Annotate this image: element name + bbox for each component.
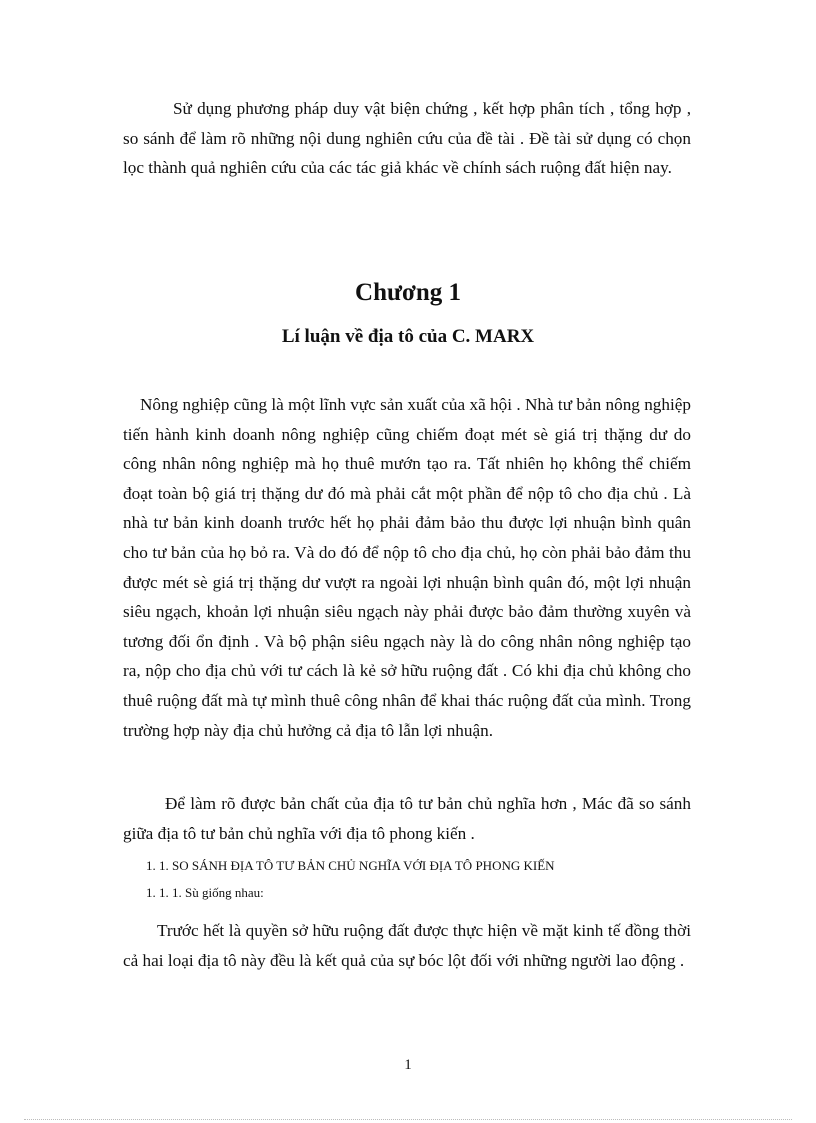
chapter-title: Chương 1 xyxy=(355,279,461,306)
page-bottom-edge xyxy=(24,1119,792,1120)
comparison-paragraph: Để làm rõ được bản chất của địa tô tư bản chủ nghĩa hơn , Mác đã so sánh giữa địa tô tư bản chủ nghĩa với địa tô phong kiến . xyxy=(123,794,691,843)
section-heading-1-1-1: 1. 1. 1. Sù giống nhau: xyxy=(146,885,264,900)
intro-paragraph: Sử dụng phương pháp duy vật biện chứng , kết hợp phân tích , tổng hợp , so sánh để làm rõ những nội dung nghiên cứu của đề tài . Đề tài sử dụng có chọn lọc thành quả nghiên cứu của các tác giả khác về chính sách ruộng đất hiện nay. xyxy=(123,99,691,178)
section-heading-1-1: 1. 1. SO SÁNH ĐỊA TÔ TƯ BẢN CHỦ NGHĨA VỚI ĐỊA TÔ PHONG KIẾN xyxy=(146,858,555,873)
page-number: 1 xyxy=(404,1057,412,1073)
chapter-subtitle: Lí luận về địa tô của C. MARX xyxy=(281,326,535,347)
similarity-paragraph: Trước hết là quyền sở hữu ruộng đất được thực hiện về mặt kinh tế đồng thời cả hai loại địa tô này đều là kết quả của sự bóc lột đối với những người lao động . xyxy=(123,921,691,970)
main-paragraph: Nông nghiệp cũng là một lĩnh vực sản xuất của xã hội . Nhà tư bản nông nghiệp tiến hành kinh doanh nông nghiệp cũng chiếm đoạt mét sè giá trị thặng dư do công nhân nông nghiệp mà họ thuê mướn tạo ra. Tất nhiên họ không thể chiếm đoạt toàn bộ giá trị thặng dư đó mà phải cắt một phần để nộp tô cho địa chủ . Là nhà tư bản kinh doanh trước hết họ phải đảm bảo thu được lợi nhuận bình quân cho tư bản của họ bỏ ra. Và do đó để nộp tô cho địa chủ, họ còn phải bảo đảm thu được mét sè giá trị thặng dư vượt ra ngoài lợi nhuận bình quân đó, một lợi nhuận siêu ngạch, khoản lợi nhuận siêu ngạch này phải được bảo đảm thường xuyên và tương đối ổn định . Và bộ phận siêu ngạch này là do công nhân nông nghiệp tạo ra, nộp cho địa chủ với tư cách là kẻ sở hữu ruộng đất . Có khi địa chủ không cho thuê ruộng đất mà tự mình thuê công nhân để khai thác ruộng đất của mình. Trong trường hợp này địa chủ hưởng cả địa tô lẫn lợi nhuận. xyxy=(123,395,691,740)
